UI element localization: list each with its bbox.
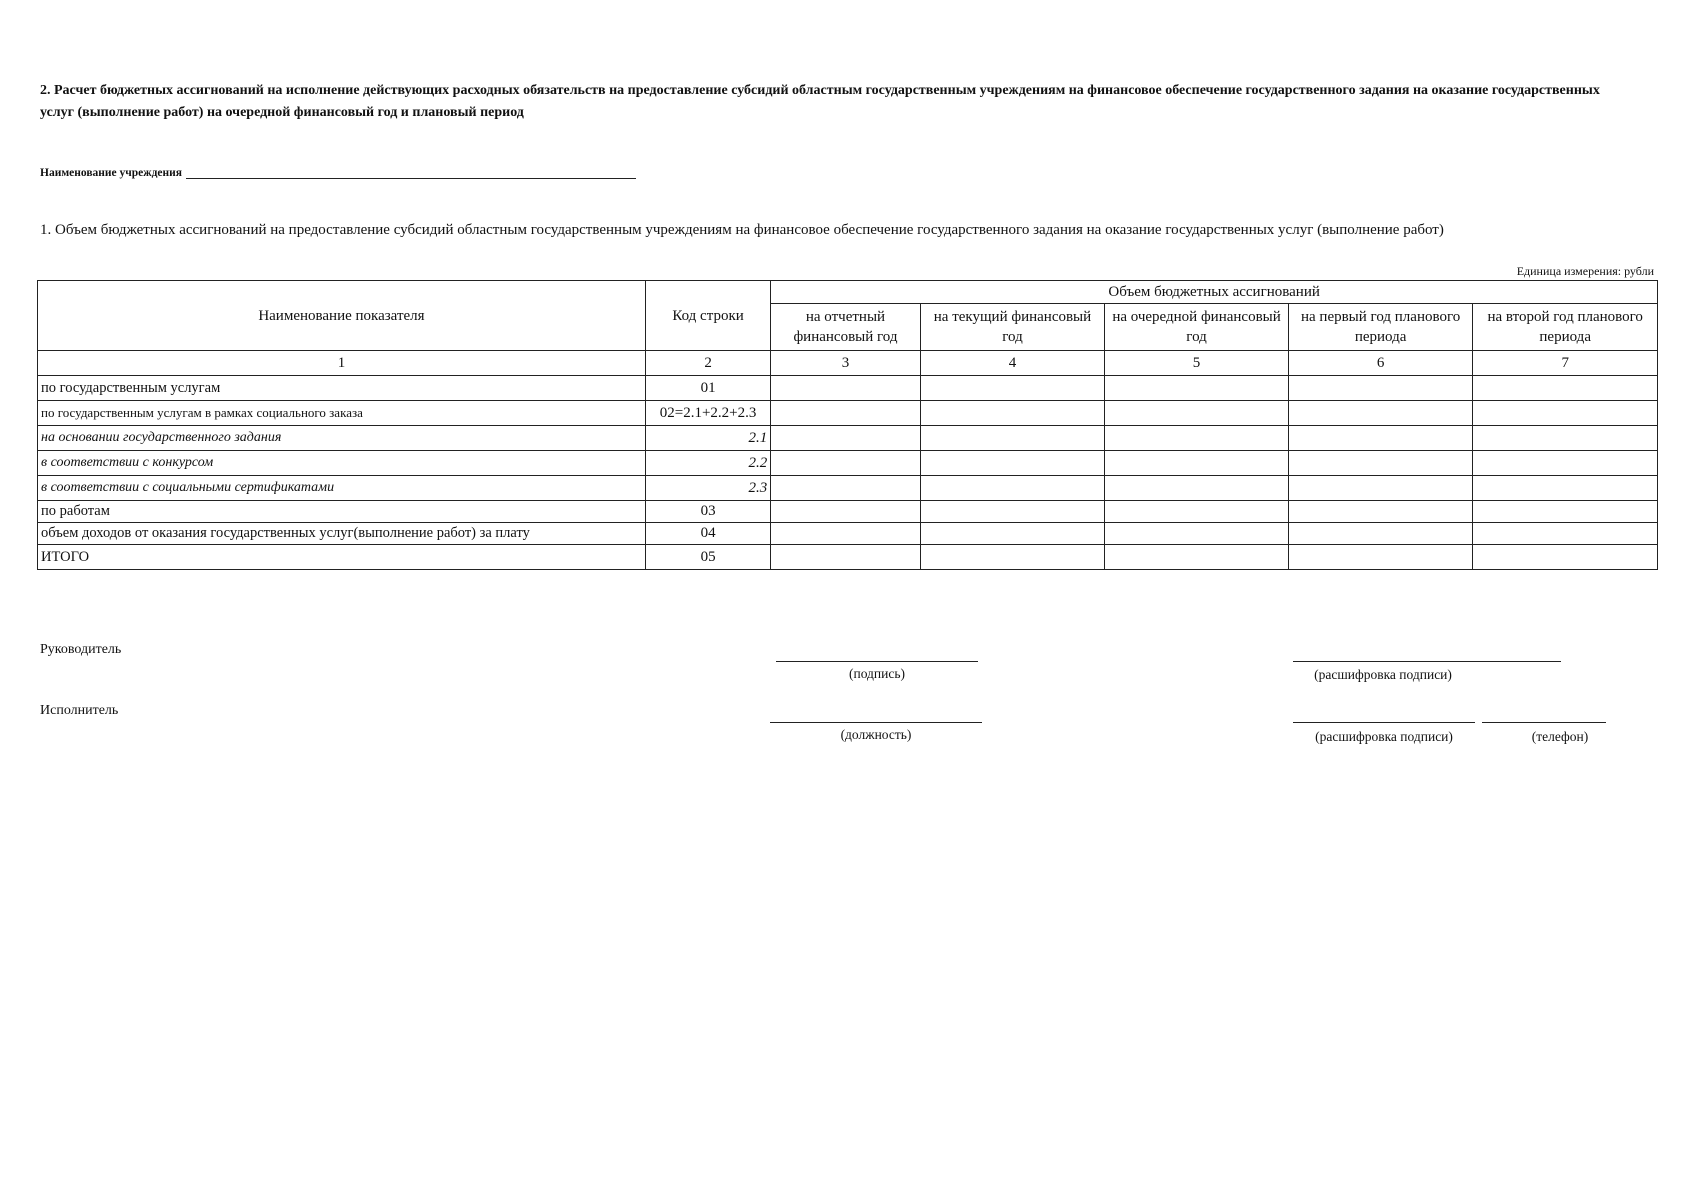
- col-number: 5: [1105, 351, 1289, 376]
- executor-position-caption: (должность): [840, 727, 912, 742]
- value-cell[interactable]: [771, 451, 920, 476]
- row-name: объем доходов от оказания государственных услуг(выполнение работ) за плату: [38, 523, 646, 545]
- value-cell[interactable]: [920, 501, 1105, 523]
- value-cell[interactable]: [1105, 523, 1289, 545]
- value-cell[interactable]: [920, 523, 1105, 545]
- col-number: 1: [38, 351, 646, 376]
- table-row: [38, 476, 1658, 501]
- value-cell[interactable]: [1473, 451, 1658, 476]
- value-cell[interactable]: [920, 401, 1105, 426]
- row-code: 2.1: [645, 426, 770, 451]
- value-cell[interactable]: [1473, 401, 1658, 426]
- col-number: 2: [645, 351, 770, 376]
- executor-position-line[interactable]: [770, 722, 982, 723]
- value-cell[interactable]: [771, 545, 920, 570]
- row-code: 05: [645, 545, 770, 570]
- col-number: 3: [771, 351, 920, 376]
- row-name: ИТОГО: [38, 545, 646, 570]
- value-cell[interactable]: [1473, 545, 1658, 570]
- row-name: по работам: [38, 501, 646, 523]
- value-cell[interactable]: [1288, 501, 1473, 523]
- value-cell[interactable]: [1105, 476, 1289, 501]
- row-code: 01: [645, 376, 770, 401]
- value-cell[interactable]: [920, 476, 1105, 501]
- value-cell[interactable]: [920, 545, 1105, 570]
- institution-field[interactable]: [40, 166, 636, 179]
- budget-table: [37, 280, 1658, 570]
- head-label: Руководитель: [40, 642, 122, 657]
- row-name: по государственным услугам: [38, 376, 646, 401]
- row-name: на основании государственного задания: [38, 426, 646, 451]
- unit-of-measure: Единица измерения: рубли: [1516, 264, 1654, 278]
- row-code: 04: [645, 523, 770, 545]
- header-indicator-name: Наименование показателя: [38, 281, 646, 351]
- value-cell[interactable]: [1288, 376, 1473, 401]
- value-cell[interactable]: [1473, 501, 1658, 523]
- value-cell[interactable]: [771, 426, 920, 451]
- value-cell[interactable]: [1288, 401, 1473, 426]
- institution-label: Наименование учреждения: [40, 167, 183, 179]
- row-code: 02=2.1+2.2+2.3: [645, 401, 770, 426]
- executor-phone-caption: (телефон): [1531, 729, 1589, 744]
- table-row: [38, 523, 1658, 545]
- head-signature-caption: (подпись): [848, 666, 906, 681]
- header-plan-year-1: на первый год планового периода: [1288, 304, 1473, 351]
- head-decode-line[interactable]: [1293, 661, 1561, 662]
- value-cell[interactable]: [1288, 523, 1473, 545]
- header-reporting-year: на отчетный финансовый год: [771, 304, 920, 351]
- value-cell[interactable]: [1105, 376, 1289, 401]
- value-cell[interactable]: [1473, 426, 1658, 451]
- table-row: [38, 426, 1658, 451]
- row-code: 2.3: [645, 476, 770, 501]
- row-code: 03: [645, 501, 770, 523]
- row-code: 2.2: [645, 451, 770, 476]
- value-cell[interactable]: [1473, 376, 1658, 401]
- col-number: 4: [920, 351, 1105, 376]
- value-cell[interactable]: [771, 376, 920, 401]
- value-cell[interactable]: [1105, 451, 1289, 476]
- table-row: [38, 376, 1658, 401]
- row-name: в соответствии с конкурсом: [38, 451, 646, 476]
- value-cell[interactable]: [771, 401, 920, 426]
- value-cell[interactable]: [1473, 523, 1658, 545]
- executor-label: Исполнитель: [40, 703, 119, 718]
- header-budget-group: Объем бюджетных ассигнований: [771, 281, 1658, 304]
- executor-decode-line[interactable]: [1293, 722, 1475, 723]
- value-cell[interactable]: [920, 451, 1105, 476]
- value-cell[interactable]: [1105, 426, 1289, 451]
- value-cell[interactable]: [1105, 401, 1289, 426]
- col-number: 7: [1473, 351, 1658, 376]
- document-title: 2. Расчет бюджетных ассигнований на исполнение действующих расходных обязательств на предоставление субсидий областным государственным учреждениям на финансовое обеспечение государственного задания на оказание государственных услуг (выполнение работ) на очередной финансовый год и плановый период: [40, 83, 1600, 120]
- value-cell[interactable]: [1288, 545, 1473, 570]
- table-row: [38, 545, 1658, 570]
- value-cell[interactable]: [1105, 501, 1289, 523]
- table-row: [38, 451, 1658, 476]
- header-current-year: на текущий финансовый год: [920, 304, 1105, 351]
- value-cell[interactable]: [1288, 451, 1473, 476]
- table-row: [38, 401, 1658, 426]
- header-plan-year-2: на второй год планового периода: [1473, 304, 1658, 351]
- head-signature-line[interactable]: [776, 661, 978, 662]
- header-row-code: Код строки: [645, 281, 770, 351]
- value-cell[interactable]: [920, 376, 1105, 401]
- institution-input-line[interactable]: [186, 166, 636, 179]
- value-cell[interactable]: [771, 523, 920, 545]
- col-number: 6: [1288, 351, 1473, 376]
- executor-decode-caption: (расшифровка подписи): [1315, 729, 1453, 744]
- section-subtitle: 1. Объем бюджетных ассигнований на предоставление субсидий областным государственным учреждениям на финансовое обеспечение государственного задания на оказание государственных услуг (выполнение работ): [40, 222, 1444, 238]
- head-decode-caption: (расшифровка подписи): [1314, 667, 1452, 682]
- value-cell[interactable]: [771, 476, 920, 501]
- executor-phone-line[interactable]: [1482, 722, 1606, 723]
- row-name: в соответствии с социальными сертификатами: [38, 476, 646, 501]
- value-cell[interactable]: [1288, 476, 1473, 501]
- value-cell[interactable]: [1288, 426, 1473, 451]
- value-cell[interactable]: [1105, 545, 1289, 570]
- row-name: по государственным услугам в рамках социального заказа: [38, 401, 646, 426]
- header-next-year: на очередной финансовый год: [1105, 304, 1289, 351]
- value-cell[interactable]: [1473, 476, 1658, 501]
- value-cell[interactable]: [771, 501, 920, 523]
- table-row: [38, 501, 1658, 523]
- value-cell[interactable]: [920, 426, 1105, 451]
